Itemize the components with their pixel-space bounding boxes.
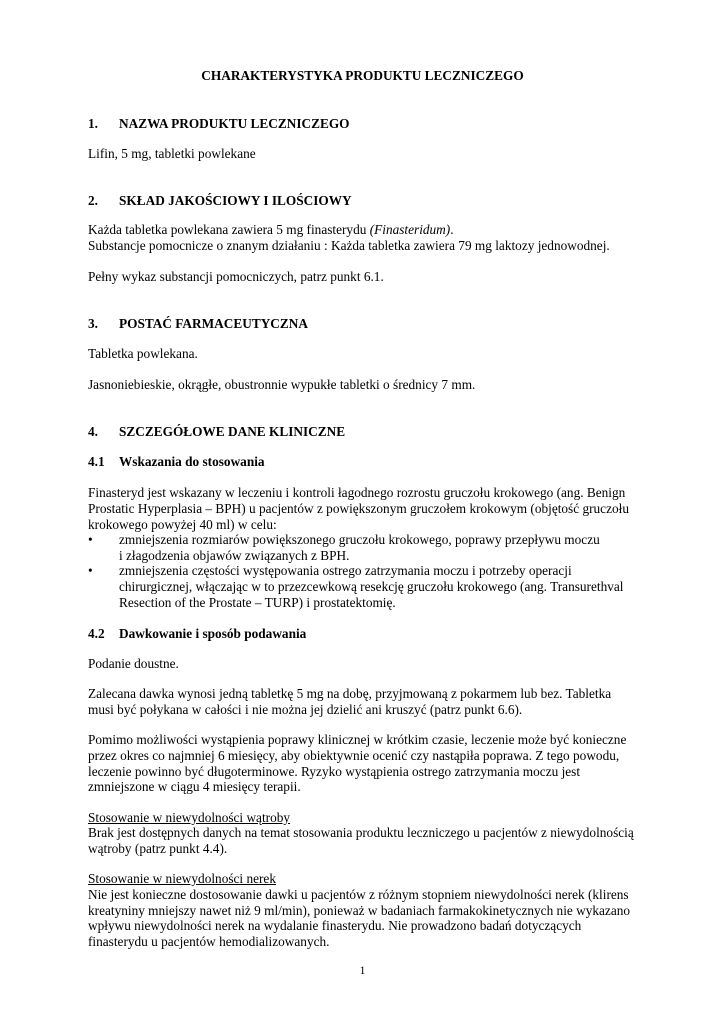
liver-subheading: Stosowanie w niewydolności wątroby: [88, 810, 291, 825]
page-number: 1: [359, 965, 366, 977]
dosage-form: Tabletka powlekana.: [88, 346, 198, 361]
kidney-line-1: Nie jest konieczne dostosowanie dawki u pacjentów z różnym stopniem niewydolności nerek (klirens: [88, 887, 629, 902]
liver-line-1: Brak jest dostępnych danych na temat stosowania produktu leczniczego u pacjentów z niewydolnością: [88, 825, 634, 840]
dose-line-2: musi być połykana w całości i nie można jej dzielić ani kruszyć (patrz punkt 6.6).: [88, 702, 523, 717]
bullet-1-line-1: zmniejszenia rozmiarów powiększonego gruczołu krokowego, poprawy przepływu moczu: [119, 532, 600, 547]
indications-line-3: krokowego powyżej 40 ml) w celu:: [88, 517, 277, 532]
kidney-line-4: finasterydu u pacjentów hemodializowanych.: [88, 934, 330, 949]
section-3-number: 3.: [88, 316, 98, 331]
section-4-1-number: 4.1: [88, 454, 105, 469]
document-title: CHARAKTERYSTYKA PRODUKTU LECZNICZEGO: [201, 68, 524, 83]
section-4-number: 4.: [88, 424, 98, 439]
excipients-line: Substancje pomocnicze o znanym działaniu : Każda tabletka zawiera 79 mg laktozy jednowodnej.: [88, 238, 610, 253]
kidney-line-3: wpływu niewydolności nerek na wydalanie finasterydu. Nie prowadzono badań dotyczących: [88, 918, 582, 933]
section-4-2-heading: Dawkowanie i sposób podawania: [119, 626, 307, 641]
duration-line-2: przez okres co najmniej 6 miesięcy, aby obiektywnie ocenić czy nastąpiła poprawa. Z tego powodu,: [88, 748, 620, 763]
composition-text: Każda tabletka powlekana zawiera 5 mg finasterydu: [88, 222, 370, 237]
dose-line-1: Zalecana dawka wynosi jedną tabletkę 5 mg na dobę, przyjmowaną z pokarmem lub bez. Tabletka: [88, 686, 612, 701]
section-4-heading: SZCZEGÓŁOWE DANE KLINICZNE: [119, 424, 346, 439]
bullet-1-marker: •: [88, 532, 93, 547]
product-name: Lifin, 5 mg, tabletki powlekane: [88, 146, 256, 161]
latin-name: (Finasteridum): [369, 222, 451, 237]
section-2-heading: SKŁAD JAKOŚCIOWY I ILOŚCIOWY: [119, 193, 352, 208]
bullet-2-marker: •: [88, 563, 93, 578]
kidney-line-2: kreatyniny mniejszy nawet niż 9 ml/min), ponieważ w badaniach farmakokinetycznych nie wykazano: [88, 903, 631, 918]
indications-line-1: Finasteryd jest wskazany w leczeniu i kontroli łagodnego rozrostu gruczołu krokowego (ang. Benign: [88, 485, 626, 500]
section-1-number: 1.: [88, 116, 98, 131]
section-3-heading: POSTAĆ FARMACEUTYCZNA: [119, 316, 308, 331]
section-4-2-number: 4.2: [88, 626, 105, 641]
route-of-administration: Podanie doustne.: [88, 656, 179, 671]
bullet-1-line-2: i złagodzenia objawów związanych z BPH.: [119, 548, 350, 563]
duration-line-1: Pomimo możliwości wystąpienia poprawy klinicznej w krótkim czasie, leczenie może być konieczne: [88, 732, 627, 747]
liver-line-2: wątroby (patrz punkt 4.4).: [88, 841, 228, 856]
duration-line-3: leczenie powinno być długoterminowe. Ryzyko wystąpienia ostrego zatrzymania moczu jest: [88, 764, 581, 779]
bullet-2-line-3: Resection of the Prostate – TURP) i prostatektomię.: [119, 595, 396, 610]
indications-line-2: Prostatic Hyperplasia – BPH) u pacjentów z powiększonym gruczołem krokowym (objętość gruczołu: [88, 501, 629, 516]
bullet-2-line-1: zmniejszenia częstości występowania ostrego zatrzymania moczu i potrzeby operacji: [119, 563, 572, 578]
bullet-2-line-2: chirurgicznej, włączając w to przezcewkową resekcję gruczołu krokowego (ang. Transurethval: [119, 579, 624, 594]
tablet-description: Jasnoniebieskie, okrągłe, obustronnie wypukłe tabletki o średnicy 7 mm.: [88, 377, 476, 392]
excipients-reference: Pełny wykaz substancji pomocniczych, patrz punkt 6.1.: [88, 269, 384, 284]
section-2-number: 2.: [88, 193, 98, 208]
duration-line-4: zmniejszone w ciągu 4 miesięcy terapii.: [88, 779, 301, 794]
composition-period: .: [450, 222, 454, 237]
section-4-1-heading: Wskazania do stosowania: [119, 454, 265, 469]
kidney-subheading: Stosowanie w niewydolności nerek: [88, 871, 276, 886]
composition-line: [88, 222, 454, 239]
section-1-heading: NAZWA PRODUKTU LECZNICZEGO: [119, 116, 350, 131]
